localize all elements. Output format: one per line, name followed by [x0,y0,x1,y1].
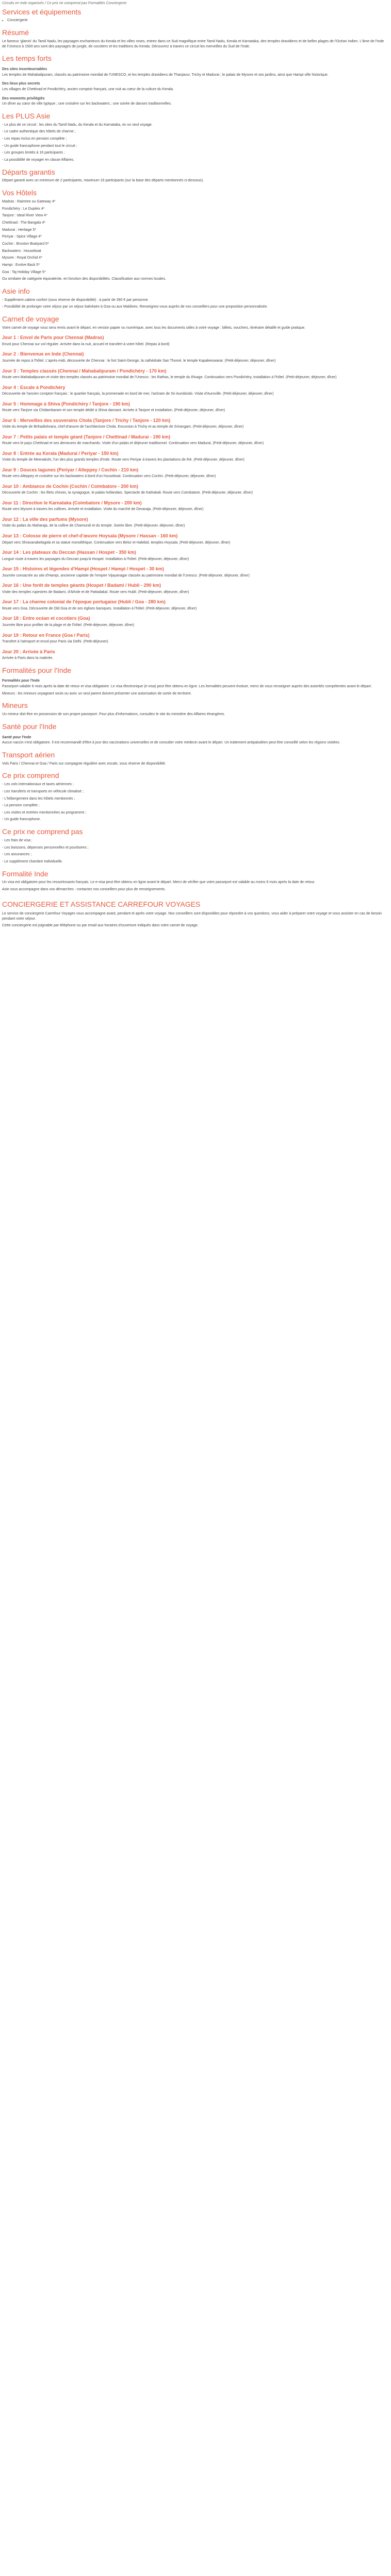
list-item: • Conciergerie [7,18,389,23]
breadcrumb: Circuits en Inde organisés / Ce prix ne comprend pas Formalités Conciergerie [2,2,127,5]
list-item: Madras : Raintree ou Gateway 4* [2,199,56,204]
list-item: Pondichéry : Le Dupleix 4* [2,207,45,211]
list-item: Chettinad : The Bangala 4* [2,221,45,225]
subheading: Santé pour l'Inde [2,735,31,739]
day-title: Jour 17 : La charme colonial de l'époque portugaise (Hubli / Goa - 280 km) [2,599,166,605]
itinerary [2,334,389,660]
day-text: Visite du palais du Maharaja, de la colline de Chamundi et du temple. Soirée libre. (Petit-déjeuner, déjeuner, dîner) [2,524,185,528]
list-item: - Les transferts et transports en véhicule climatisé ; [2,789,84,793]
day-text: Route vers Goa. Découverte de Old Goa et de ses églises baroques. Installation à l'hôtel. (Petit-déjeuner, déjeuner, dîner) [2,606,197,611]
day-text: Arrivée à Paris dans la matinée. [2,656,54,660]
day-text: Visite du temple de Brihadishvara, chef-d'œuvre de l'architecture Chola. Excursion à Trichy et au temple de Srirangam. (Petit-déjeuner, déjeuner, dîner) [2,425,244,429]
section-title-conciergerie: CONCIERGERIE ET ASSISTANCE CARREFOUR VOYAGES [2,900,201,908]
day-title: Jour 6 : Merveilles des souverains Chola (Tanjore / Trichy / Tanjore - 120 km) [2,417,171,423]
day-title: Jour 9 : Douces lagunes (Periyar / Alleppey / Cochin - 210 km) [2,467,139,472]
paragraph: Asie vous accompagne dans vos démarches : contactez nos conseillers pour plus de renseignements. [2,888,166,892]
paragraph: Un mineur doit être en possession de son propre passeport. Pour plus d'informations, consultez le site du ministère des Affaires étrangères. [2,713,225,717]
day-title: Jour 11 : Direction le Karnataka (Coimbatore / Mysore - 200 km) [2,500,142,505]
list-item: - Le cadre authentique des hôtels de charme ; [2,130,76,134]
day-title: Jour 18 : Entre océan et cocotiers (Goa) [2,616,90,621]
list-item: Tanjore : Ideal River View 4* [2,214,47,218]
day-text: Route vers Mysore à travers les collines. Arrivée et installation. Visite du marché de Devaraja. (Petit-déjeuner, déjeuner, dîner) [2,507,204,512]
resume-text: Le fameux 'glamis' du Tamil Nadu, les paysages enchanteurs du Kerala et les villes roses, entrez dans ce Sud magnifique entre Tamil Nadu, Kerala et Karnataka, des temples dravidiens et de belles plages de l'Océan Indien. L'âme de l'Inde de l'Unesco à 1500 ans sont des paysages de jungle, de cocotiers et les traditions du Kerala. Découvrez à travers ce circuit les merveilles du Sud de l'Inde. [2,39,384,48]
list-item: Backwaters : Houseboat [2,249,41,253]
list-item: Cochin : Brunton Boatyard 5* [2,242,49,246]
list-item: - Un guide francophone pendant tout le circuit ; [2,144,77,148]
list-item: - L'hébergement dans les hôtels mentionnés ; [2,796,75,801]
section-title-plus: Les PLUS Asie [2,111,51,120]
section-title-resume: Résumé [2,28,29,37]
paragraph: Le service de conciergerie Carrefour Voyages vous accompagne avant, pendant et après votre voyage. Nos conseillers sont disponibles pour répondre à vos questions, vous aider à préparer votre voyage et vous assister en cas de besoin pendant votre séjour. [2,911,382,921]
day-text: Journée libre pour profiter de la plage et de l'hôtel. (Petit-déjeuner, déjeuner, dîner) [2,623,135,627]
paragraph: Mineurs : les mineurs voyageant seuls ou avec un seul parent doivent présenter une autorisation de sortie de territoire. [2,691,192,696]
day-title: Jour 20 : Arrivée à Paris [2,649,55,654]
day-title: Jour 14 : Les plateaux du Deccan (Hassan / Hospet - 350 km) [2,550,136,555]
day-title: Jour 8 : Entrée au Kerala (Madurai / Periyar - 150 km) [2,450,119,456]
paragraph: Ou similaire de catégorie équivalente, en fonction des disponibilités. Classification aux normes locales. [2,277,166,281]
day-title: Jour 7 : Petits palais et temple géant (Tanjore / Chettinad / Madurai - 190 km) [2,434,170,439]
section-title-comprend: Ce prix comprend [2,771,59,780]
paragraph: - Le plus de ce circuit : les sites du Tamil Nadu, du Kerala et du Karnataka, en un seul voyage. [2,123,153,127]
list-item: - Les assurances ; [2,853,32,857]
day-text: Journée de repos à l'hôtel. L'après-midi, découverte de Chennai : le fort Saint-George, la cathédrale San Thomé, le temple Kapaleeswarar. (Petit-déjeuner, déjeuner, dîner) [2,359,276,363]
paragraph: Un visa est obligatoire pour les ressortissants français. Le e-visa peut être obtenu en ligne avant le départ. Merci de vérifier que votre passeport est valable au moins 6 mois après la date de retour. [2,880,315,885]
day-text: Route vers Tanjore via Chidambaram et son temple dédié à Shiva dansant. Arrivée à Tanjore et installation. (Petit-déjeuner, déjeuner, dîner) [2,409,225,413]
section-title-carnet: Carnet de voyage [2,314,59,323]
day-text: Route vers Mahabalipuram et visite des temples classés au patrimoine mondial de l'Unesco : les Rathas, le temple du Rivage. Continuation vers Pondichéry, installation à l'hôtel. (Petit-déjeuner, déjeuner, dîner) [2,375,337,379]
day-text: Route vers le pays Chettinad et ses demeures de marchands. Visite d'un palais et déjeuner traditionnel. Continuation vers Madurai. (Petit-déjeuner, déjeuner, dîner) [2,442,264,446]
day-text: Route vers Alleppey et croisière sur les backwaters à bord d'un houseboat. Continuation vers Cochin. (Petit-déjeuner, déjeuner, dîner) [2,474,216,479]
day-title: Jour 15 : Histoires et légendes d'Hampi (Hospet / Hampi / Hospet - 30 km) [2,566,164,572]
list-item: Periyar : Spice Village 4* [2,235,42,239]
subheading: Des moments privilégiés [2,96,45,100]
paragraph: Les villages de Chettinad et Pondichéry, ancien comptoir français, une nuit au cœur de la culture du Kerala. [2,87,174,91]
day-text: Transfert à l'aéroport et envol pour Paris via Delhi. (Petit-déjeuner) [2,639,108,643]
day-title: Jour 13 : Colosse de pierre et chef-d'œuvre Hoysala (Mysore / Hassan - 160 km) [2,533,178,539]
section-title-hotels: Vos Hôtels [2,189,37,197]
subheading: Des lieux plus secrets [2,82,40,86]
list-item: - La pension complète ; [2,804,40,808]
day-text: Découverte de Cochin : les filets chinois, la synagogue, le palais hollandais. Spectacle de Kathakali. Route vers Coimbatore. (Petit-déjeuner, déjeuner, dîner) [2,491,253,495]
list-item: Mysore : Royal Orchid 4* [2,256,42,260]
day-title: Jour 4 : Escale à Pondichéry [2,384,66,390]
list-item: Madurai : Heritage 5* [2,228,37,232]
section-title-sante: Santé pour l'Inde [2,722,57,731]
list-item: - Les repas inclus en pension complète ; [2,137,67,141]
day-text: Découverte de l'ancien comptoir français : le quartier français, la promenade en bord de mer, l'ashram de Sri Aurobindo. Visite d'Auroville. (Petit-déjeuner, déjeuner, dîner) [2,392,274,396]
list-item: - Les boissons, dépenses personnelles et pourboires ; [2,845,89,850]
section-title-services: Services et équipements [2,7,82,16]
day-text: Longue route à travers les paysages du Deccan jusqu'à Hospet. Installation à l'hôtel. (Petit-déjeuner, déjeuner, dîner) [2,557,189,561]
day-title: Jour 12 : La ville des parfums (Mysore) [2,517,88,522]
paragraph: Cette conciergerie est joignable par téléphone ou par email aux horaires d'ouverture indiqués dans votre carnet de voyage. [2,924,199,928]
section-title-ne-comprend: Ce prix ne comprend pas [2,827,83,836]
list-item: - La possibilité de voyager en classe Affaires. [2,158,74,162]
subheading: Des sites incontournables [2,67,47,72]
section-title-temps-forts: Les temps forts [2,54,52,63]
day-text: Envol pour Chennai sur vol régulier. Arrivée dans la nuit, accueil et transfert à votre hôtel. (Repas à bord) [2,342,170,346]
list-item: - Un guide francophone. [2,818,41,822]
section-title-mineurs: Mineurs [2,701,28,710]
section-title-asie: Asie info [2,286,30,295]
list-item: - Les frais de visa ; [2,838,32,842]
section-title-departs: Départs garantis [2,167,55,176]
day-title: Jour 16 : Une forêt de temples géants (Hospet / Badami / Hubli - 290 km) [2,583,161,588]
list-item: - Le supplément chambre individuelle. [2,859,63,863]
page [0,0,391,936]
day-title: Jour 5 : Hommage à Shiva (Pondichéry / Tanjore - 190 km) [2,401,130,406]
paragraph: Vols Paris / Chennai et Goa / Paris sur compagnie régulière avec escale, sous réserve de disponibilité. [2,761,166,766]
list-item: Goa : Taj Holiday Village 5* [2,270,46,274]
section-title-formalite: Formalité Inde [2,869,48,878]
section-title-transport: Transport aérien [2,750,55,759]
section-title-formalites: Formalités pour l'Inde [2,666,72,674]
paragraph: Aucun vaccin n'est obligatoire. Il est recommandé d'être à jour des vaccinations universelles et de consulter votre médecin avant le départ. Un traitement antipaludéen peut être conseillé selon les régions visitées. [2,741,340,745]
day-text: Visite du temple de Meenakshi, l'un des plus grands temples d'Inde. Route vers Periyar à travers les plantations de thé. (Petit-déjeuner, déjeuner, dîner) [2,458,245,462]
day-title: Jour 10 : Ambiance de Cochin (Cochin / Coimbatore - 200 km) [2,483,138,489]
day-text: Visite des temples rupestres de Badami, d'Aihole et de Pattadakal. Route vers Hubli. (Petit-déjeuner, déjeuner, dîner) [2,590,189,594]
list-item: - Les visites et entrées mentionnées au programme ; [2,810,87,815]
list-item: - Les vols internationaux et taxes aériennes ; [2,783,74,787]
paragraph: Les temples de Mahabalipuram, classés au patrimoine mondial de l'UNESCO, et les temples dravidiens de Thanjavur, Trichy et Madurai ; le palais de Mysore et ses jardins, ainsi que Hampi ville historique. [2,73,329,77]
day-text: Départ vers Shravanabelagola et sa statue monolithique. Continuation vers Belur et Halebid, temples Hoysala. (Petit-déjeuner, déjeuner, dîner) [2,540,231,545]
list-item: Hampi : Evolve Back 5* [2,263,40,267]
list-item: - Les groupes limités à 16 participants ; [2,151,65,155]
day-title: Jour 2 : Bienvenue en Inde (Chennai) [2,351,84,357]
paragraph: Votre carnet de voyage vous sera remis avant le départ, en version papier ou numérique, avec tous les documents utiles à votre voyage : billets, vouchers, itinéraire détaillé et guide pratique. [2,326,305,330]
day-title: Jour 3 : Temples classés (Chennai / Mahabalipuram / Pondichéry - 170 km) [2,368,167,374]
subheading: Formalités pour l'Inde [2,679,40,683]
day-title: Jour 19 : Retour en France (Goa / Paris) [2,632,90,638]
paragraph: Passeport valable 6 mois après la date de retour et visa obligatoire. Le visa électronique (e-visa) peut être obtenu en ligne. Les formalités peuvent évoluer, merci de vous renseigner auprès des autorités compétentes avant le départ. [2,685,372,689]
paragraph: Départ garanti avec un minimum de 2 participants, maximum 16 participants (sur la base des départs mentionnés ci-dessous). [2,179,204,183]
paragraph: Un dîner au cœur de ville typique ; une croisière sur les backwaters ; une soirée de danses traditionnelles. [2,102,172,106]
paragraph: - Possibilité de prolonger votre séjour par un séjour balnéaire à Goa ou aux Maldives. Renseignez-vous auprès de nos conseillers pour une proposition personnalisée. [2,305,268,309]
day-title: Jour 1 : Envol de Paris pour Chennai (Madras) [2,335,104,341]
services-list [2,18,389,23]
day-text: Journée consacrée au site d'Hampi, ancienne capitale de l'empire Vijayanagar classée au patrimoine mondial de l'Unesco. (Petit-déjeuner, déjeuner, dîner) [2,573,250,578]
paragraph: - Supplément cabine confort (sous réserve de disponibilité) : à partir de 390 € par personne. [2,298,149,302]
